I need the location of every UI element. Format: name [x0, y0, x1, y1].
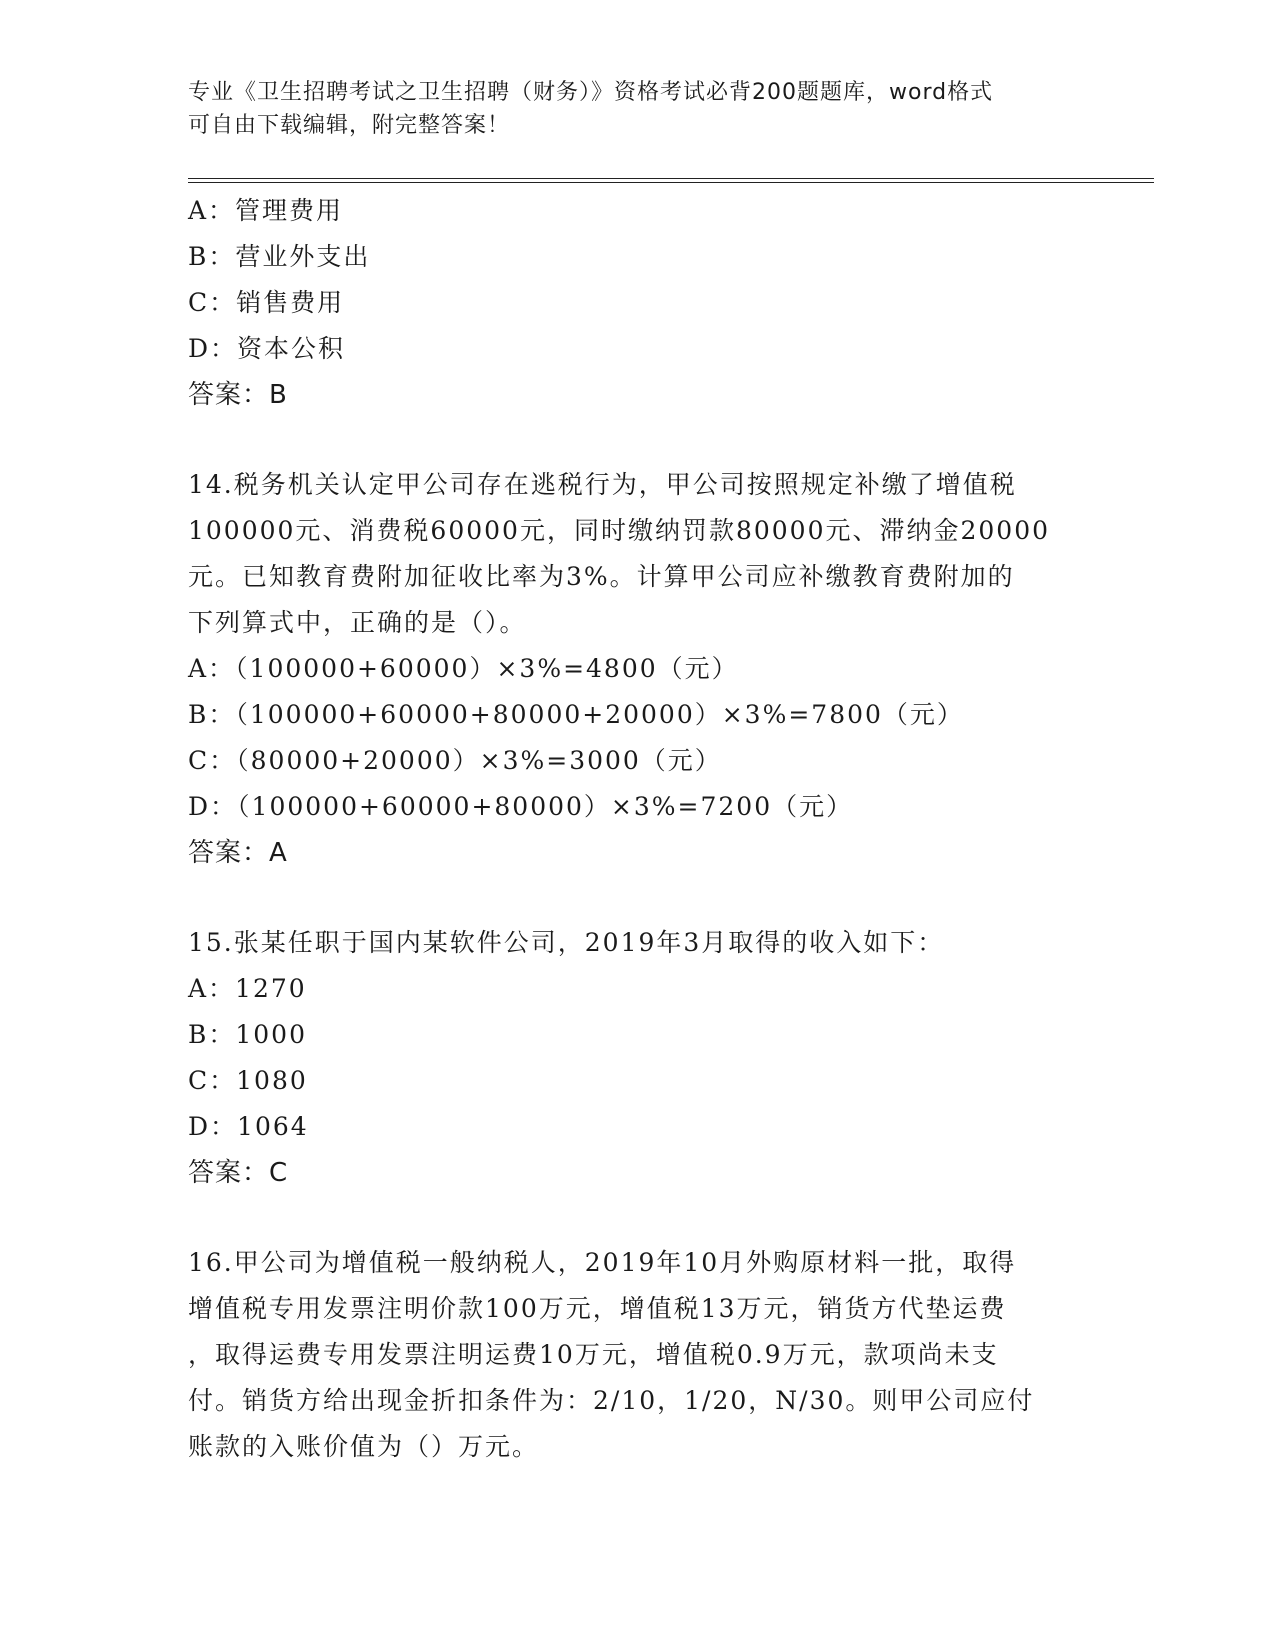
question-text-line: 付。销货方给出现金折扣条件为：2/10，1/20，N/30。则甲公司应付 — [188, 1386, 1035, 1415]
option-b: B：1000 — [188, 1020, 307, 1049]
question-block-16 — [188, 1240, 1088, 1470]
header-line-2: 可自由下载编辑，附完整答案！ — [188, 113, 511, 138]
question-text-line: 16.甲公司为增值税一般纳税人，2019年10月外购原材料一批，取得 — [188, 1248, 1017, 1277]
question-block-13 — [188, 188, 1088, 418]
question-text-line: 账款的入账价值为（）万元。 — [188, 1432, 540, 1461]
question-text-line: 增值税专用发票注明价款100万元，增值税13万元，销货方代垫运费 — [188, 1294, 1007, 1323]
option-b: B：（100000+60000+80000+20000）×3%=7800（元） — [188, 700, 964, 729]
option-c: C：（80000+20000）×3%=3000（元） — [188, 746, 722, 775]
question-text-line: ，取得运费专用发票注明运费10万元，增值税0.9万元，款项尚未支 — [188, 1340, 999, 1369]
document-body — [188, 188, 1088, 1470]
option-d: D：（100000+60000+80000）×3%=7200（元） — [188, 792, 854, 821]
option-a: A：管理费用 — [188, 196, 344, 225]
option-c: C：1080 — [188, 1066, 308, 1095]
header-divider-top — [188, 178, 1154, 179]
option-b: B：营业外支出 — [188, 242, 371, 271]
question-text-line: 下列算式中，正确的是（）。 — [188, 608, 527, 637]
question-text-line: 15.张某任职于国内某软件公司，2019年3月取得的收入如下： — [188, 928, 945, 957]
question-block-14 — [188, 462, 1088, 876]
question-text-line: 100000元、消费税60000元，同时缴纳罚款80000元、滞纳金20000 — [188, 516, 1051, 545]
header-line-1: 专业《卫生招聘考试之卫生招聘（财务）》资格考试必背200题题库，word格式 — [188, 80, 994, 105]
option-a: A：（100000+60000）×3%=4800（元） — [188, 654, 739, 683]
answer-line: 答案：B — [188, 380, 288, 410]
answer-line: 答案：A — [188, 838, 288, 868]
option-d: D：1064 — [188, 1112, 309, 1141]
question-text-line: 元。已知教育费附加征收比率为3%。计算甲公司应补缴教育费附加的 — [188, 562, 1015, 591]
question-block-15 — [188, 920, 1088, 1196]
option-c: C：销售费用 — [188, 288, 345, 317]
option-a: A：1270 — [188, 974, 307, 1003]
question-text-line: 14.税务机关认定甲公司存在逃税行为，甲公司按照规定补缴了增值税 — [188, 470, 1017, 499]
answer-line: 答案：C — [188, 1158, 289, 1188]
document-header — [188, 76, 1068, 142]
header-divider-bottom — [188, 182, 1154, 183]
option-d: D：资本公积 — [188, 334, 346, 363]
